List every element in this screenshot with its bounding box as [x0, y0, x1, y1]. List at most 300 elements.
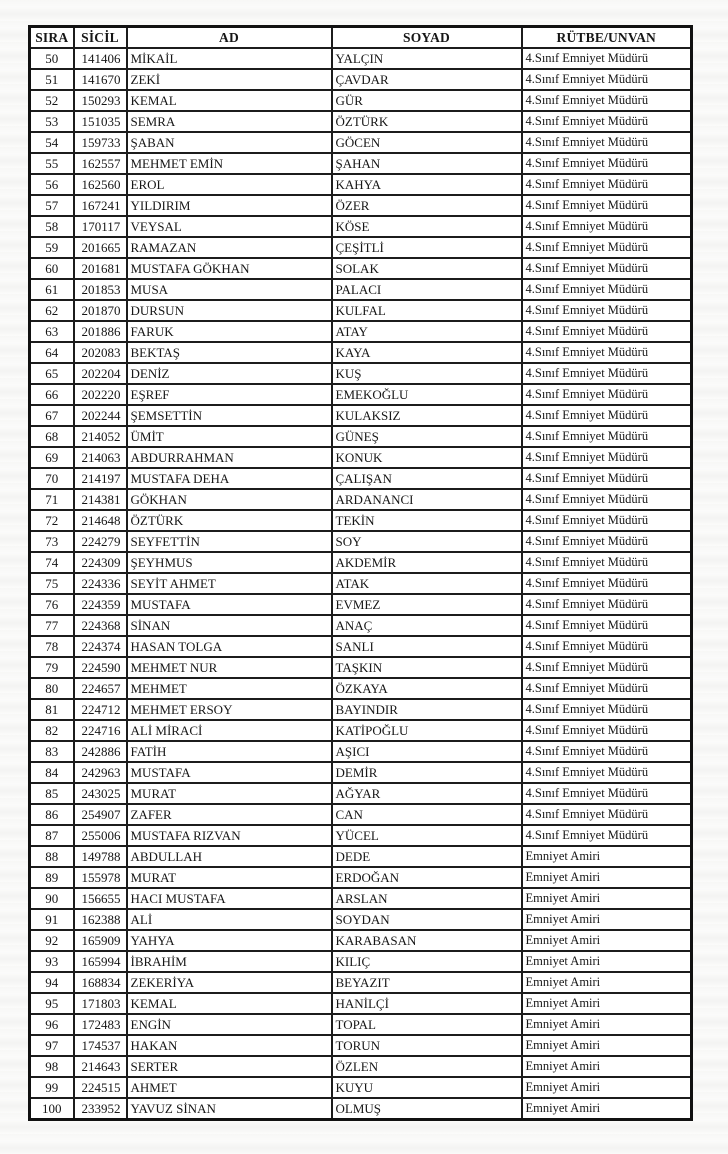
cell-sicil: 224368 — [74, 615, 127, 636]
cell-ad: EROL — [127, 174, 332, 195]
column-header-ad: AD — [127, 27, 332, 49]
cell-rutbe: 4.Sınıf Emniyet Müdürü — [522, 657, 692, 678]
cell-sicil: 174537 — [74, 1035, 127, 1056]
cell-sicil: 156655 — [74, 888, 127, 909]
cell-soyad: AKDEMİR — [332, 552, 522, 573]
cell-soyad: KILIÇ — [332, 951, 522, 972]
table-row — [30, 342, 692, 363]
table-row — [30, 783, 692, 804]
cell-sira: 91 — [30, 909, 74, 930]
cell-soyad: GÖCEN — [332, 132, 522, 153]
cell-sicil: 233952 — [74, 1098, 127, 1120]
cell-ad: ZAFER — [127, 804, 332, 825]
cell-soyad: YÜCEL — [332, 825, 522, 846]
cell-sicil: 224359 — [74, 594, 127, 615]
cell-sira: 71 — [30, 489, 74, 510]
cell-soyad: TAŞKIN — [332, 657, 522, 678]
cell-soyad: KAYA — [332, 342, 522, 363]
cell-sira: 50 — [30, 48, 74, 69]
table-row — [30, 615, 692, 636]
cell-soyad: DEMİR — [332, 762, 522, 783]
cell-sicil: 202083 — [74, 342, 127, 363]
cell-soyad: KARABASAN — [332, 930, 522, 951]
column-header-sira: SIRA — [30, 27, 74, 49]
cell-sira: 68 — [30, 426, 74, 447]
table-row — [30, 1014, 692, 1035]
cell-ad: ŞEYHMUS — [127, 552, 332, 573]
table-row — [30, 468, 692, 489]
table-row — [30, 1098, 692, 1120]
cell-soyad: SOYDAN — [332, 909, 522, 930]
cell-sicil: 202204 — [74, 363, 127, 384]
table-row — [30, 237, 692, 258]
table-row — [30, 258, 692, 279]
cell-rutbe: 4.Sınıf Emniyet Müdürü — [522, 300, 692, 321]
cell-soyad: KULAKSIZ — [332, 405, 522, 426]
cell-sira: 88 — [30, 846, 74, 867]
cell-rutbe: Emniyet Amiri — [522, 1077, 692, 1098]
cell-ad: MUSTAFA RIZVAN — [127, 825, 332, 846]
table-row — [30, 930, 692, 951]
table-row — [30, 972, 692, 993]
cell-ad: SEMRA — [127, 111, 332, 132]
cell-soyad: KUYU — [332, 1077, 522, 1098]
cell-ad: RAMAZAN — [127, 237, 332, 258]
cell-ad: SEYİT AHMET — [127, 573, 332, 594]
cell-rutbe: 4.Sınıf Emniyet Müdürü — [522, 111, 692, 132]
cell-sira: 51 — [30, 69, 74, 90]
cell-sicil: 202244 — [74, 405, 127, 426]
cell-ad: YILDIRIM — [127, 195, 332, 216]
cell-sira: 93 — [30, 951, 74, 972]
cell-sira: 70 — [30, 468, 74, 489]
cell-soyad: KAHYA — [332, 174, 522, 195]
table-row — [30, 867, 692, 888]
table-row — [30, 489, 692, 510]
cell-ad: MEHMET ERSOY — [127, 699, 332, 720]
cell-sicil: 214197 — [74, 468, 127, 489]
cell-sira: 81 — [30, 699, 74, 720]
cell-sicil: 224336 — [74, 573, 127, 594]
cell-rutbe: Emniyet Amiri — [522, 1014, 692, 1035]
cell-rutbe: 4.Sınıf Emniyet Müdürü — [522, 615, 692, 636]
table-row — [30, 279, 692, 300]
cell-sicil: 165994 — [74, 951, 127, 972]
table-row — [30, 447, 692, 468]
cell-sicil: 255006 — [74, 825, 127, 846]
cell-rutbe: 4.Sınıf Emniyet Müdürü — [522, 90, 692, 111]
table-row — [30, 510, 692, 531]
cell-sira: 74 — [30, 552, 74, 573]
column-header-soyad: SOYAD — [332, 27, 522, 49]
cell-ad: ENGİN — [127, 1014, 332, 1035]
cell-soyad: HANİLÇİ — [332, 993, 522, 1014]
cell-sicil: 201665 — [74, 237, 127, 258]
cell-ad: ALİ MİRACİ — [127, 720, 332, 741]
cell-sicil: 224279 — [74, 531, 127, 552]
cell-sira: 53 — [30, 111, 74, 132]
cell-rutbe: Emniyet Amiri — [522, 1056, 692, 1077]
cell-soyad: KATİPOĞLU — [332, 720, 522, 741]
table-row — [30, 804, 692, 825]
cell-rutbe: 4.Sınıf Emniyet Müdürü — [522, 342, 692, 363]
table-row — [30, 90, 692, 111]
cell-rutbe: 4.Sınıf Emniyet Müdürü — [522, 489, 692, 510]
cell-rutbe: Emniyet Amiri — [522, 1098, 692, 1120]
cell-ad: ZEKERİYA — [127, 972, 332, 993]
cell-rutbe: 4.Sınıf Emniyet Müdürü — [522, 216, 692, 237]
cell-ad: DENİZ — [127, 363, 332, 384]
table-row — [30, 384, 692, 405]
cell-sicil: 162557 — [74, 153, 127, 174]
cell-sicil: 214648 — [74, 510, 127, 531]
cell-rutbe: 4.Sınıf Emniyet Müdürü — [522, 426, 692, 447]
cell-sira: 79 — [30, 657, 74, 678]
cell-soyad: CAN — [332, 804, 522, 825]
cell-sira: 55 — [30, 153, 74, 174]
cell-sicil: 224590 — [74, 657, 127, 678]
table-row — [30, 405, 692, 426]
table-row — [30, 909, 692, 930]
cell-sira: 78 — [30, 636, 74, 657]
cell-rutbe: Emniyet Amiri — [522, 867, 692, 888]
cell-sira: 62 — [30, 300, 74, 321]
header-row — [30, 27, 692, 49]
cell-rutbe: 4.Sınıf Emniyet Müdürü — [522, 531, 692, 552]
cell-rutbe: 4.Sınıf Emniyet Müdürü — [522, 384, 692, 405]
cell-ad: FARUK — [127, 321, 332, 342]
cell-sira: 64 — [30, 342, 74, 363]
cell-sicil: 242963 — [74, 762, 127, 783]
cell-sicil: 150293 — [74, 90, 127, 111]
cell-ad: ÖZTÜRK — [127, 510, 332, 531]
cell-rutbe: 4.Sınıf Emniyet Müdürü — [522, 741, 692, 762]
cell-ad: ZEKİ — [127, 69, 332, 90]
cell-rutbe: 4.Sınıf Emniyet Müdürü — [522, 48, 692, 69]
cell-sicil: 254907 — [74, 804, 127, 825]
cell-sicil: 224374 — [74, 636, 127, 657]
cell-sira: 82 — [30, 720, 74, 741]
cell-soyad: GÜNEŞ — [332, 426, 522, 447]
cell-sira: 54 — [30, 132, 74, 153]
cell-soyad: EVMEZ — [332, 594, 522, 615]
cell-sira: 58 — [30, 216, 74, 237]
cell-sira: 83 — [30, 741, 74, 762]
cell-sicil: 214063 — [74, 447, 127, 468]
cell-ad: EŞREF — [127, 384, 332, 405]
cell-soyad: BEYAZIT — [332, 972, 522, 993]
cell-sira: 84 — [30, 762, 74, 783]
cell-sicil: 165909 — [74, 930, 127, 951]
cell-soyad: KONUK — [332, 447, 522, 468]
table-row — [30, 69, 692, 90]
cell-rutbe: Emniyet Amiri — [522, 909, 692, 930]
cell-sicil: 151035 — [74, 111, 127, 132]
cell-ad: MİKAİL — [127, 48, 332, 69]
cell-rutbe: 4.Sınıf Emniyet Müdürü — [522, 258, 692, 279]
cell-sicil: 155978 — [74, 867, 127, 888]
table-row — [30, 594, 692, 615]
cell-rutbe: 4.Sınıf Emniyet Müdürü — [522, 573, 692, 594]
cell-sira: 76 — [30, 594, 74, 615]
cell-ad: ŞABAN — [127, 132, 332, 153]
cell-ad: SEYFETTİN — [127, 531, 332, 552]
cell-rutbe: Emniyet Amiri — [522, 993, 692, 1014]
cell-sicil: 242886 — [74, 741, 127, 762]
cell-sicil: 224712 — [74, 699, 127, 720]
cell-sicil: 214643 — [74, 1056, 127, 1077]
cell-sicil: 201853 — [74, 279, 127, 300]
cell-sira: 95 — [30, 993, 74, 1014]
cell-sira: 63 — [30, 321, 74, 342]
cell-sicil: 172483 — [74, 1014, 127, 1035]
cell-ad: MEHMET — [127, 678, 332, 699]
cell-sira: 77 — [30, 615, 74, 636]
cell-sira: 69 — [30, 447, 74, 468]
table-row — [30, 363, 692, 384]
cell-ad: AHMET — [127, 1077, 332, 1098]
cell-ad: FATİH — [127, 741, 332, 762]
table-row — [30, 1056, 692, 1077]
table-body — [30, 48, 692, 1120]
cell-rutbe: 4.Sınıf Emniyet Müdürü — [522, 174, 692, 195]
cell-sira: 60 — [30, 258, 74, 279]
cell-rutbe: 4.Sınıf Emniyet Müdürü — [522, 552, 692, 573]
table-row — [30, 48, 692, 69]
cell-soyad: ANAÇ — [332, 615, 522, 636]
table-row — [30, 720, 692, 741]
cell-sira: 96 — [30, 1014, 74, 1035]
cell-sicil: 224515 — [74, 1077, 127, 1098]
cell-rutbe: 4.Sınıf Emniyet Müdürü — [522, 804, 692, 825]
cell-rutbe: Emniyet Amiri — [522, 930, 692, 951]
cell-rutbe: Emniyet Amiri — [522, 951, 692, 972]
column-header-rutbe: RÜTBE/UNVAN — [522, 27, 692, 49]
cell-soyad: TOPAL — [332, 1014, 522, 1035]
cell-sira: 85 — [30, 783, 74, 804]
cell-sicil: 171803 — [74, 993, 127, 1014]
cell-sicil: 243025 — [74, 783, 127, 804]
cell-sira: 73 — [30, 531, 74, 552]
cell-ad: BEKTAŞ — [127, 342, 332, 363]
cell-soyad: SOLAK — [332, 258, 522, 279]
cell-ad: KEMAL — [127, 993, 332, 1014]
cell-rutbe: 4.Sınıf Emniyet Müdürü — [522, 237, 692, 258]
cell-rutbe: 4.Sınıf Emniyet Müdürü — [522, 783, 692, 804]
cell-ad: MUSTAFA — [127, 594, 332, 615]
cell-ad: MURAT — [127, 783, 332, 804]
table-row — [30, 216, 692, 237]
table-row — [30, 552, 692, 573]
table-row — [30, 111, 692, 132]
cell-rutbe: Emniyet Amiri — [522, 1035, 692, 1056]
cell-soyad: OLMUŞ — [332, 1098, 522, 1120]
cell-soyad: BAYINDIR — [332, 699, 522, 720]
cell-soyad: ŞAHAN — [332, 153, 522, 174]
cell-ad: ÜMİT — [127, 426, 332, 447]
cell-soyad: GÜR — [332, 90, 522, 111]
cell-sira: 98 — [30, 1056, 74, 1077]
table-row — [30, 1035, 692, 1056]
table-row — [30, 951, 692, 972]
cell-ad: ŞEMSETTİN — [127, 405, 332, 426]
cell-ad: MEHMET NUR — [127, 657, 332, 678]
cell-sicil: 214052 — [74, 426, 127, 447]
cell-ad: MUSA — [127, 279, 332, 300]
cell-rutbe: Emniyet Amiri — [522, 846, 692, 867]
cell-ad: SERTER — [127, 1056, 332, 1077]
cell-ad: MUSTAFA — [127, 762, 332, 783]
cell-ad: SİNAN — [127, 615, 332, 636]
cell-soyad: SANLI — [332, 636, 522, 657]
cell-soyad: DEDE — [332, 846, 522, 867]
cell-ad: ABDULLAH — [127, 846, 332, 867]
cell-soyad: ÇEŞİTLİ — [332, 237, 522, 258]
cell-sicil: 168834 — [74, 972, 127, 993]
table-row — [30, 657, 692, 678]
cell-soyad: TORUN — [332, 1035, 522, 1056]
cell-ad: VEYSAL — [127, 216, 332, 237]
cell-sira: 89 — [30, 867, 74, 888]
table-row — [30, 174, 692, 195]
cell-ad: GÖKHAN — [127, 489, 332, 510]
cell-soyad: ÖZTÜRK — [332, 111, 522, 132]
cell-ad: ABDURRAHMAN — [127, 447, 332, 468]
cell-sira: 59 — [30, 237, 74, 258]
cell-soyad: ÖZLEN — [332, 1056, 522, 1077]
personnel-table — [28, 25, 693, 1121]
cell-rutbe: 4.Sınıf Emniyet Müdürü — [522, 468, 692, 489]
cell-soyad: SOY — [332, 531, 522, 552]
cell-sira: 56 — [30, 174, 74, 195]
table-row — [30, 741, 692, 762]
cell-soyad: AĞYAR — [332, 783, 522, 804]
cell-sicil: 141670 — [74, 69, 127, 90]
cell-rutbe: 4.Sınıf Emniyet Müdürü — [522, 279, 692, 300]
cell-sicil: 159733 — [74, 132, 127, 153]
cell-sira: 65 — [30, 363, 74, 384]
cell-soyad: ATAY — [332, 321, 522, 342]
cell-sicil: 162560 — [74, 174, 127, 195]
cell-sira: 97 — [30, 1035, 74, 1056]
cell-soyad: ÖZER — [332, 195, 522, 216]
cell-rutbe: 4.Sınıf Emniyet Müdürü — [522, 720, 692, 741]
cell-soyad: ARDANANCI — [332, 489, 522, 510]
table-row — [30, 195, 692, 216]
table-row — [30, 300, 692, 321]
cell-sira: 75 — [30, 573, 74, 594]
cell-ad: ALİ — [127, 909, 332, 930]
cell-sicil: 162388 — [74, 909, 127, 930]
cell-sira: 67 — [30, 405, 74, 426]
cell-rutbe: 4.Sınıf Emniyet Müdürü — [522, 510, 692, 531]
cell-sira: 66 — [30, 384, 74, 405]
cell-ad: İBRAHİM — [127, 951, 332, 972]
cell-ad: MEHMET EMİN — [127, 153, 332, 174]
cell-rutbe: 4.Sınıf Emniyet Müdürü — [522, 447, 692, 468]
cell-soyad: ÇAVDAR — [332, 69, 522, 90]
cell-sicil: 224716 — [74, 720, 127, 741]
cell-soyad: YALÇIN — [332, 48, 522, 69]
cell-rutbe: 4.Sınıf Emniyet Müdürü — [522, 405, 692, 426]
cell-rutbe: 4.Sınıf Emniyet Müdürü — [522, 762, 692, 783]
cell-sira: 80 — [30, 678, 74, 699]
cell-soyad: KÖSE — [332, 216, 522, 237]
cell-rutbe: Emniyet Amiri — [522, 888, 692, 909]
cell-rutbe: 4.Sınıf Emniyet Müdürü — [522, 321, 692, 342]
cell-ad: HACI MUSTAFA — [127, 888, 332, 909]
cell-ad: MUSTAFA DEHA — [127, 468, 332, 489]
cell-sicil: 202220 — [74, 384, 127, 405]
cell-soyad: EMEKOĞLU — [332, 384, 522, 405]
cell-ad: MURAT — [127, 867, 332, 888]
cell-rutbe: 4.Sınıf Emniyet Müdürü — [522, 195, 692, 216]
cell-sicil: 201681 — [74, 258, 127, 279]
cell-sira: 90 — [30, 888, 74, 909]
cell-sicil: 201870 — [74, 300, 127, 321]
column-header-sicil: SİCİL — [74, 27, 127, 49]
table-row — [30, 426, 692, 447]
cell-rutbe: 4.Sınıf Emniyet Müdürü — [522, 363, 692, 384]
cell-rutbe: 4.Sınıf Emniyet Müdürü — [522, 699, 692, 720]
table-row — [30, 573, 692, 594]
cell-soyad: KULFAL — [332, 300, 522, 321]
table-row — [30, 153, 692, 174]
cell-rutbe: 4.Sınıf Emniyet Müdürü — [522, 825, 692, 846]
cell-sicil: 170117 — [74, 216, 127, 237]
cell-sicil: 141406 — [74, 48, 127, 69]
cell-ad: DURSUN — [127, 300, 332, 321]
cell-soyad: ATAK — [332, 573, 522, 594]
cell-sicil: 167241 — [74, 195, 127, 216]
cell-ad: KEMAL — [127, 90, 332, 111]
table-row — [30, 1077, 692, 1098]
table-row — [30, 132, 692, 153]
cell-ad: HAKAN — [127, 1035, 332, 1056]
cell-sira: 92 — [30, 930, 74, 951]
cell-sira: 94 — [30, 972, 74, 993]
cell-ad: YAVUZ SİNAN — [127, 1098, 332, 1120]
table-row — [30, 321, 692, 342]
cell-sira: 100 — [30, 1098, 74, 1120]
cell-rutbe: 4.Sınıf Emniyet Müdürü — [522, 594, 692, 615]
cell-sira: 57 — [30, 195, 74, 216]
cell-sicil: 214381 — [74, 489, 127, 510]
table-row — [30, 888, 692, 909]
table-row — [30, 636, 692, 657]
table-row — [30, 825, 692, 846]
table-row — [30, 531, 692, 552]
cell-sicil: 201886 — [74, 321, 127, 342]
cell-sira: 86 — [30, 804, 74, 825]
cell-rutbe: 4.Sınıf Emniyet Müdürü — [522, 153, 692, 174]
cell-soyad: PALACI — [332, 279, 522, 300]
cell-sira: 72 — [30, 510, 74, 531]
cell-sicil: 149788 — [74, 846, 127, 867]
cell-sicil: 224309 — [74, 552, 127, 573]
cell-soyad: TEKİN — [332, 510, 522, 531]
cell-rutbe: Emniyet Amiri — [522, 972, 692, 993]
cell-rutbe: 4.Sınıf Emniyet Müdürü — [522, 636, 692, 657]
cell-rutbe: 4.Sınıf Emniyet Müdürü — [522, 132, 692, 153]
cell-rutbe: 4.Sınıf Emniyet Müdürü — [522, 678, 692, 699]
cell-sira: 99 — [30, 1077, 74, 1098]
cell-sira: 61 — [30, 279, 74, 300]
cell-soyad: ÖZKAYA — [332, 678, 522, 699]
table-row — [30, 846, 692, 867]
cell-ad: HASAN TOLGA — [127, 636, 332, 657]
table-row — [30, 699, 692, 720]
